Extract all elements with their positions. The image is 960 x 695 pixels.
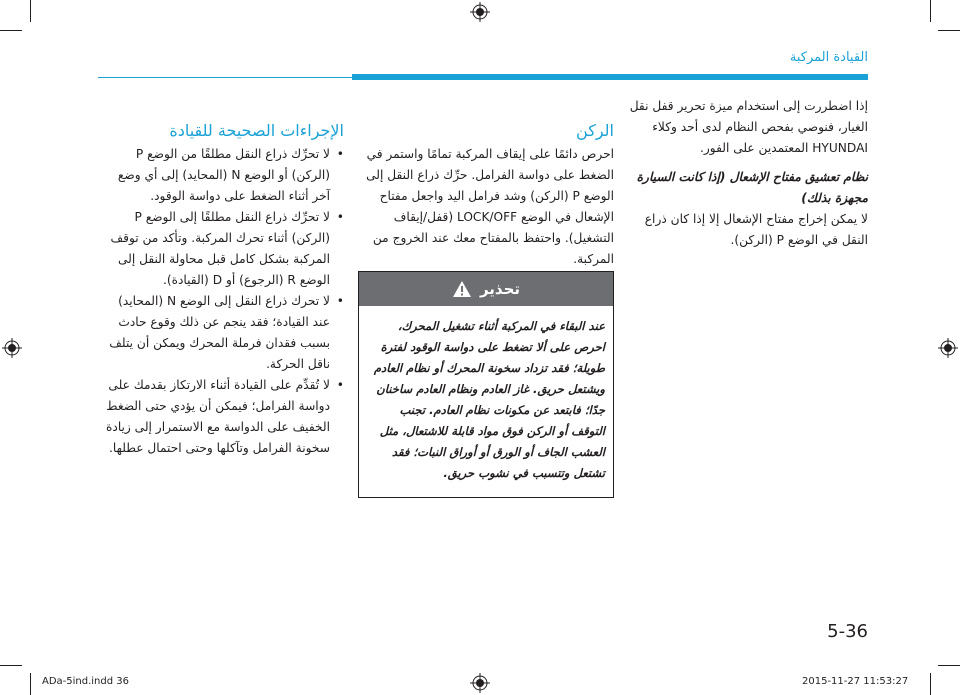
note-title: نظام تعشيق مفتاح الإشعال (إذا كانت السيارة مجهزة بذلك) <box>636 170 868 205</box>
page-number: 5-36 <box>827 621 868 642</box>
crop-mark <box>0 30 22 31</box>
warning-header <box>359 272 613 306</box>
crop-mark <box>0 665 22 666</box>
parking-body: احرص دائمًا على إيقاف المركبة تمامًا واستمر في الضغط على دواسة الفرامل. حرِّك ذراع النقل إلى الوضع P (الركن) وشد فرامل اليد واجعل مفتاح الإشعال في الوضع LOCK/OFF (قفل/إيقاف التشغيل). واحتفظ بالمفتاح معك عند الخروج من المركبة. <box>366 147 614 266</box>
crop-mark <box>30 673 31 695</box>
left-column <box>98 120 344 459</box>
intro-paragraph: إذا اضطررت إلى استخدام ميزة تحرير قفل نقل الغيار، فنوصي بفحص النظام لدى أحد وكلاء HYUNDAI المعتمدين على الفور. <box>629 99 868 155</box>
list-item: • لا تحرِّك ذراع النقل مطلقًا من الوضع P (الركن) أو الوضع N (المحايد) إلى أي وضع آخر أثناء الضغط على دواسة الوقود. <box>98 144 344 207</box>
header-bar <box>352 74 868 80</box>
file-info: ADa-5ind.indd 36 <box>42 676 129 687</box>
print-info: 2015-11-27 11:53:27 <box>802 676 909 687</box>
list-item: • لا تحرِّك ذراع النقل مطلقًا إلى الوضع P (الركن) أثناء تحرك المركبة. وتأكد من توقف المركبة بشكل كامل قبل محاولة النقل إلى الوضع R (الرجوع) أو D (القيادة). <box>98 207 344 291</box>
crop-mark <box>930 0 931 22</box>
warning-box <box>358 271 614 498</box>
middle-column <box>358 120 614 270</box>
right-column <box>624 96 868 251</box>
warning-body: عند البقاء في المركبة أثناء تشغيل المحرك، احرص على ألا تضغط على دواسة الوقود لفترة طويلة؛ فقد تزداد سخونة المحرك أو نظام العادم ويشتعل حريق. غاز العادم ونظام العادم ساخنان جدًا؛ فابتعد عن مكونات نظام العادم. تجنب التوقف أو الركن فوق مواد قابلة للاشتعال، مثل العشب الجاف أو الورق أو أوراق النبات؛ فقد تشتعل وتتسبب في نشوب حريق. <box>373 319 605 480</box>
list-item: • لا تُقدِّم على القيادة أثناء الارتكاز بقدمك على دواسة الفرامل؛ فيمكن أن يؤدي حتى الضغط الخفيف على الدواسة مع الاستمرار إلى زيادة سخونة الفرامل وتآكلها وحتى احتمال عطلها. <box>98 375 344 459</box>
warning-triangle-icon <box>452 280 472 298</box>
registration-mark-icon <box>470 673 490 693</box>
registration-mark-icon <box>2 338 22 358</box>
crop-mark <box>938 30 960 31</box>
section-title: القيادة المركبة <box>789 50 868 65</box>
driving-procedures-list <box>98 144 344 459</box>
parking-heading: الركن <box>576 121 614 140</box>
list-item: • لا تحرك ذراع النقل إلى الوضع N (المحايد) عند القيادة؛ فقد ينجم عن ذلك وقوع حادث بسبب فقدان فرملة المحرك ويمكن أن يتلف ناقل الحركة. <box>98 291 344 375</box>
warning-title: تحذير <box>479 280 521 298</box>
registration-mark-icon <box>938 338 958 358</box>
crop-mark <box>938 665 960 666</box>
crop-mark <box>930 673 931 695</box>
note-body: لا يمكن إخراج مفتاح الإشعال إلا إذا كان ذراع النقل في الوضع P (الركن). <box>644 212 868 247</box>
driving-procedures-heading: الإجراءات الصحيحة للقيادة <box>169 121 344 140</box>
crop-mark <box>30 0 31 22</box>
registration-mark-icon <box>470 2 490 22</box>
